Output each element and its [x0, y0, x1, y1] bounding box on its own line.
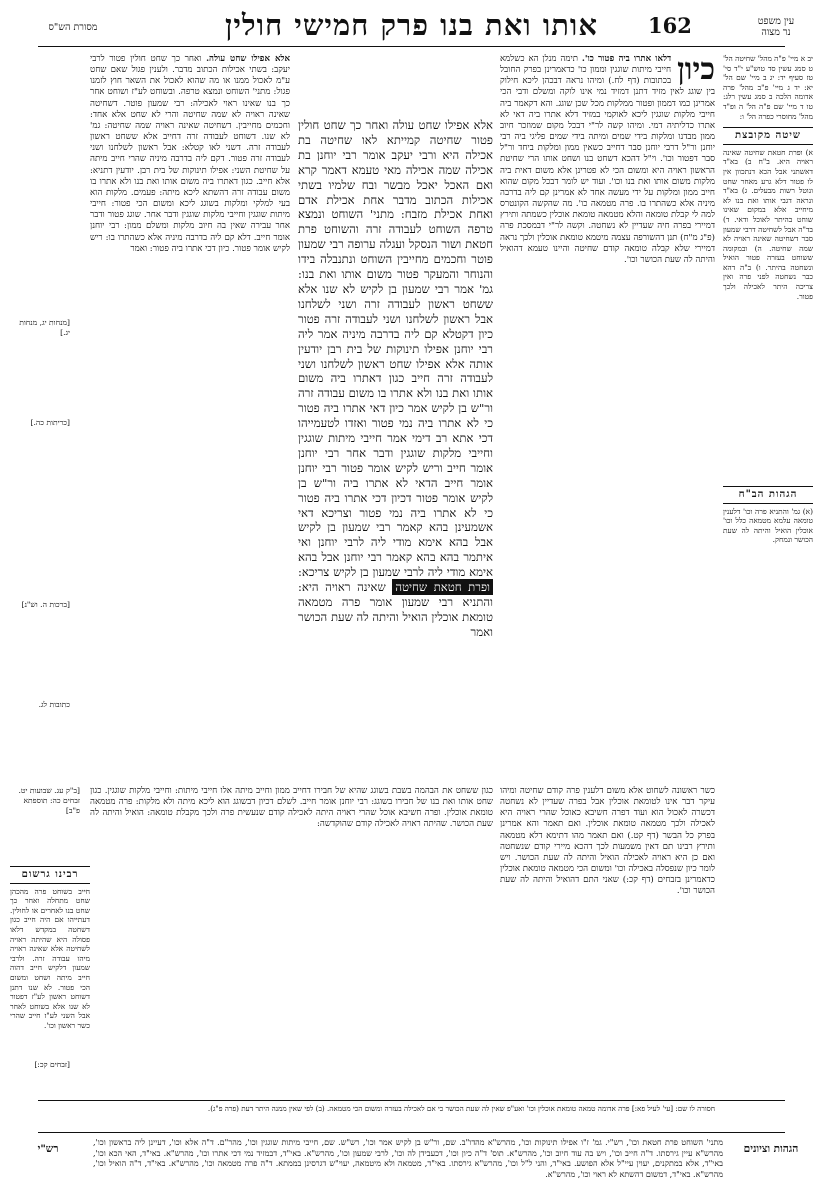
masoret-note-4: כתובות לג. [38, 700, 70, 709]
gemara-text: אלא אפילו שחט עולה ואחר כך שחט חולין פטור שחיטה קמייתא לאו שחיטה בת אכילה היא ורבי יעקב אומר רבי יוחנן בת אכילה שמה אכילה מאי טעמא דאמר קרא ואם האכל יאכל מבשר ובח שלמיו בשתי אכילות הכתוב מדבר אחת אכילת אדם ואחת אכילת מזבח: מתני' השוחט ונמצא טרפה השוחט לעבודה זרה והשוחט פרת חטאת ושור הנסקל ועגלה ערופה רבי שמעון פוטר וחכמים מחייבין השוחט ונתנבלה בידו והנוחר והמעקר פטור משום אותו ואת בנו: גמ' אמר רבי שמעון בן לקיש לא שנו אלא ששחט ראשון לעבודה זרה ושני לשלחנו אבל ראשון לשלחנו ושני לעבודה זרה פטור כיון דקטלא קם ליה בדרבה מיניה אמר ליה רבי יוחנן אפילו תינוקות של בית רבן יודעין אותה אלא אפילו שחט ראשון לשלחנו ושני לעבודה זרה חייב כגון דאתרו ביה משום אותו ואת בנו ולא אתרו בו משום עבודה זרה ור"ש בן לקיש אמר כיון דאי אתרו ביה פטור כי לא אתרו ביה נמי פטור ואזדו לטעמייהו דכי אתא רב דימי אמר חייבי מיתות שוגגין וחייבי מלקות שוגגין ודבר אחר רבי יוחנן אומר חייב וריש לקיש אומר פטור רבי יוחנן אומר חייב הדאי לא אתרו ביה ור"ש בן לקיש אומר פטור דכיון דכי אתרו ביה פטור כי לא אתרו ביה נמי פטור וצריכא דאי אשמעינן בהא קאמר רבי שמעון בן לקיש אבל בהא אימא מודי ליה לרבי יוחנן ואי איתמר בהא בהא קאמר רבי יוחנן אבל בהא אימא מודי ליה לרבי שמעון בן לקיש צריכא: [298, 118, 493, 580]
rashi-text-2: כגון ששחט את הבהמה בשבת בשוגג שהיא של חבירו דחייב ממון וחייב מיתה אלו חייבי מיתות: וחייבי מלקות שוגגין. כגון שחט אותו ואת בנו של חבירו בשוגג: רבי יוחנן אומר חייב. לשלם דכיון דבשוגג הוא ליכא מיתה ולא מלקות: פרה מטמאה טומאת אוכלין. ופרה חשיבא אוכל שהרי ראויה היתה לאכילה קודם שנעשית פרה ולכך מקבלת טומאה: הואיל והיתה לה שעת הכושר. שהיתה ראויה לאכילה קודם שהוקדשה: [90, 786, 493, 830]
hagahot-vetziyunim-label: הגהות וציונים [743, 1143, 799, 1155]
bottom-rule-text: חסורה לו שם: [עי' לעיל פא:] פרה אדומה טמאה טומאת אוכלין וכו' ואע"פ שאין לה שעת הכושר כי אם לאכילה בעזרה ומשום הכי מטמאה. (ב) לפי שאין ממנה היתר דעת (פרה פ"ג). [207, 1104, 715, 1113]
page-title: אותו ואת בנו פרק חמישי חולין [225, 8, 598, 42]
hagahot-habach-label: הגהות הב"ח [723, 486, 813, 504]
ein-mishpat-header [741, 16, 811, 38]
masoret-hashas-label: מסורת הש"ס [48, 22, 98, 33]
masoret-note-2: [כריתות כה.] [30, 418, 70, 427]
rabbenu-gershom-column [10, 860, 90, 1040]
ein-mishpat-column [723, 54, 813, 424]
tosafot-text: תימה מנלן הא כשלמא חייבי מיתות שוגגין וממון כו' כדאמרינן בפרק החובל בכתובות (דף לח.) ומיהו נראה דבכהן ליכא חילוק בין שוגג לאין מזיד דתנן דמזיד נמי אינו לוקה ומשלם ודבי הכי אמרינן כמו דממון ופטור ממלקות מכל שכן שוגג. והא דקאמר ביה חייבי מלקות שוגגין ליכא לאוקמי במזיד דלא אתרו ביה דאי לא אתרו כדליתיה דמי. ומיהו קשה לר"י דבכל מקום שמוזכר חיוב ממון מבדנו ומלקות בידי שמים ומיתה בידי שמים פליגי ביה רבי יוחנן ור"ל דרבי יוחנן סבר דחייב כשאין ממון ומלקות ביחד ור"ל סבר דפטור וכו'. וי"ל דהכא דשחט בנו ושחט אותו הרי שחיטת הראשון ראויה היא ומשום הכי לא פטרינן אלא משום דאית ביה מלקות משום אותו ואת בנו וכו'. ועוד יש לומר דבכל מקום שהוא חייב ממון ומלקות על ידי מעשה אחד לא אמרינן קם ליה בדרבה מיניה אלא כשהתרו בו. פרה מטמאה כו'. מה שהקשה הקונטרס למה לי קבלת טומאה והלא מטמאה טומאת אוכלין כשמתה ותירץ דמיירי בפרה חיה שעדיין לא נשחטה. וקשה לר"י דבמסכת פרה (פ"ג מ"ח) תנן דהשורפה עצמה מיטמא טומאת אוכלין ולכך נראה דמיירי שלא קבלה טומאה קודם שחיטה והיינו טעמא דהואיל והיתה לה שעת הכושר וכו'. [500, 54, 715, 265]
masoret-note-6: [זבחים קכ:] [34, 1060, 70, 1069]
rashi-opening: אלא אפילו שחט עולה. [206, 54, 290, 64]
rashi-column [90, 54, 290, 779]
page-number: 162 [648, 13, 692, 38]
rashi-text: ואחר כך שחט חולין פטור לרבי יעקב: בשתי אכילות הכתוב מדבר. ולענין פגול שאם שחט ע"מ לאכול ממנו או מה שהוא לאכול את השאר חוץ לזמנו פגול: מתני' השוחט ונמצא טרפה. ובשוחט לע"ז ושוחט אחר כך בנו שאינו ראוי לאכילה: רבי שמעון פוטר. דשחיטה שאינה ראויה לא שמה שחיטה והרי לא שחט אלא אחד: וחכמים מחייבין. דשחיטה שאינה ראויה שמה שחיטה: גמ' לא שנו. דשוחט לעבודה זרה דחייב אלא ששחט ראשון לעבודה זרה. דשני לאו קטלא: אבל ראשון לשלחנו ושני לעבודה זרה פטור. דקם ליה בדרבה מיניה שהרי חייב מיתה על שחיטת השני: אפילו תינוקות של בית רבן. יודעין דתניא: אלא חייב. כגון דאתרו ביה משום אותו ואת בנו ולא אתרו בו משום עבודה זרה דהשתא ליכא מיתה: פעמים. מלקות הוא בעי למלקי ומלקות בשוגג ליכא ומשום הכי פטור: חייבי מיתות שוגגין וחייבי מלקות שוגגין ודבר אחר. שוגג פטור ודבר אחר עבירה שאין בה חיוב מלקות ומשלם ממון: רבי יוחנן אומר חייב. דלא קם ליה בדרבה מיניה אלא כשהתרו בו: ריש לקיש אומר פטור. כיון דכי אתרו ביה פטור: ואמר [90, 54, 290, 254]
shita-mekubetzet-label: שיטה מקובצת [723, 127, 813, 145]
masoret-note-5: [ב"ק עג. שבועות יט. זבחים כה: תוספתא פ"ב] [18, 786, 80, 815]
footer-rashi-label: רש"י [37, 1143, 59, 1155]
ein-mishpat-label: עין משפט [757, 16, 795, 27]
tosafot-continuation [500, 786, 715, 1096]
shita-mekubetzet-text: א) ופרת חטאת שחיטה שאינה ראויה היא. ב"ח ב) בא"ד דאשתני אבל הכא דנתכוון אין לו פטור דלא גרע מאחר שחט ונוטל רשות מבעלים. ג) בא"ד ונראה דגבי אותו ואת בנו לא מיחייב אלא במקום שאינו שוחט בהיתר לאוכל ודאי. ד) בד"ה אבל לשחיטה דרבי שמעון סבר דשחיטה שאינה ראויה לא שמה שחיטה. ה) ובמקומה ששוחט בעזרה פטור הואיל ונשחטה בהיתר. ו) ב"ה דהא כבר נשחטה לפני פרה ואין צריכה היתר לאכילה ולכך פטור. [723, 147, 813, 301]
tosafot-column [500, 54, 715, 779]
bottom-rule-upper [38, 1100, 785, 1101]
masoret-note-3: [ברכות ה. וש"נ] [21, 600, 70, 609]
gemara-column [298, 118, 493, 780]
rabbenu-gershom-text: חייב בשוחט פרה מהכהן שחט מתחלה ואחר כך שחט בנו לאחרים או לחולין. דעתייהו אם היה חייב כגון דשחטה במקדש דלאו פסולה היא שהיתה ראויה לשחיטה אלא שאינה ראויה מיהו עבודה זרה. ולרבי שמעון דלקיש חייב דהוה חייב מיתה ושחט ומשום הכי פטור. לא שנו דתנן דשוחט ראשון לע"ז דפטור לא שנו אלא בשוחט לאחר אבל השני לע"ז חייב שהרי כשר ראשון וכו'. [10, 886, 90, 1030]
header-rule [38, 46, 785, 47]
rabbenu-gershom-label: רבינו גרשום [10, 866, 90, 884]
gemara-boxed-phrase: ופרת חטאת שחיטה [392, 579, 493, 595]
ein-mishpat-text: יב א מיי' פ"ה מהל' שחיטה הל' ט סמג עשין סד טוש"ע י"ד סי' טז סעיף יד: יג ב מיי' שם הל' יא: יד ג מיי' פ"ב מהל' פרה אדומה הלכה ב סמג עשין רלג: טו ד מיי' שם פ"ה הל' ה ופ"ד מהל' מחוסרי כפרה הל' ו: [723, 54, 813, 121]
gemara-text-after-box: שאינה ראויה היא: והתניא רבי שמעון אומר פרה מטמאה טומאת אוכלין הואיל והיתה לה שעת הכושר ואמר [298, 580, 493, 639]
tosafot-opening-word: כיון [677, 54, 715, 87]
footer-text: מתני' השוחט פרת חטאת וכו', רש"י. גמ' ז"ו אפילו תינוקות וכו', מהרש"א מהדו"ב. שם, ור"ש בן לקיש אמר וכו', רש"ש. שם, חייבי מיתות שוגגין וכו', מהר"ם. ד"ה אלא וכו', דעיינן ליה בראשון וכו', מהרש"א עיין גירסתו. ד"ה חייב וכו', ויש בה עוד חיוב וכו', מהרש"א. תוס' ד"ה כיון וכו', דכעבידן לה וכו', לרבי שמעון וכו', מהרש"א. באי"ד, דבמזיד נמי דכי אתרו וכו', מהרש"א. באי"ד, האי הכא וכו', באי"ד, אלא במתקנים, יעוין עיי"ל אלא הפושע. באי"ד, והני ל"ל וכו', מהרש"א גירסתו. באי"ד, מטמאה ולא מיטמאה, יעוי"ש דגרסינן בממתא. ד"ה פרה מטמאה וכו', מהרש"א. באי"ד, ד"ה הואיל וכו', מהרש"א. באי"ד, דמשום דהשתא לא ראוי וכו', מהרש"א. [93, 1138, 723, 1179]
hagahot-habach-column [723, 480, 813, 600]
hagahot-habach-text: (א) גמ' והתניא פרה וכו' דלענין טומאה עלמא מטמאה כלל וכו' אוכלין הואיל והיתה לה שעת הכושר ונמחק. [723, 506, 813, 545]
tosafot-bottom-text: כשר ראשונה לשחוט אלא משום דלענין פרה קודם שחיטה ומיהו עיקר דבר אינו לטומאת אוכלין אבל בפרה שעדיין לא נשחטה דכשרה לאכול הוא ועוד דפרה חשיבא כאוכל שהרי ראויה היא לאכילה ולכך מטמאה טומאת אוכלין. ואם תאמר והא אמרינן בפרק כל הבשר (דף קט.) ואם תאמר מהו דתימא דלא מטמאה ותירץ רבינו תם דאין משמעות לכך דהכא מיירי קודם שנשחטה ואם כן היא ראויה לאכילה הואיל והיתה לה שעת הכושר. ויש לומר כיון שנפסלה באכילה וכו' ומשום הכי מטמאה טומאת אוכלין כדאמרינן בזבחים (דף קכ:) שאני התם דהואיל והיתה לה שעת הכושר וכו'. [500, 786, 715, 897]
footer-rule [38, 1132, 785, 1133]
rashi-continuation [90, 786, 493, 1096]
ner-mitzvah-label: נר מצוה [761, 27, 791, 38]
masoret-note-1: [מנחות יג, מנחות יג.] [19, 318, 70, 337]
tosafot-dibbur: דלאו אתרו ביה פטור כו'. [581, 54, 672, 64]
